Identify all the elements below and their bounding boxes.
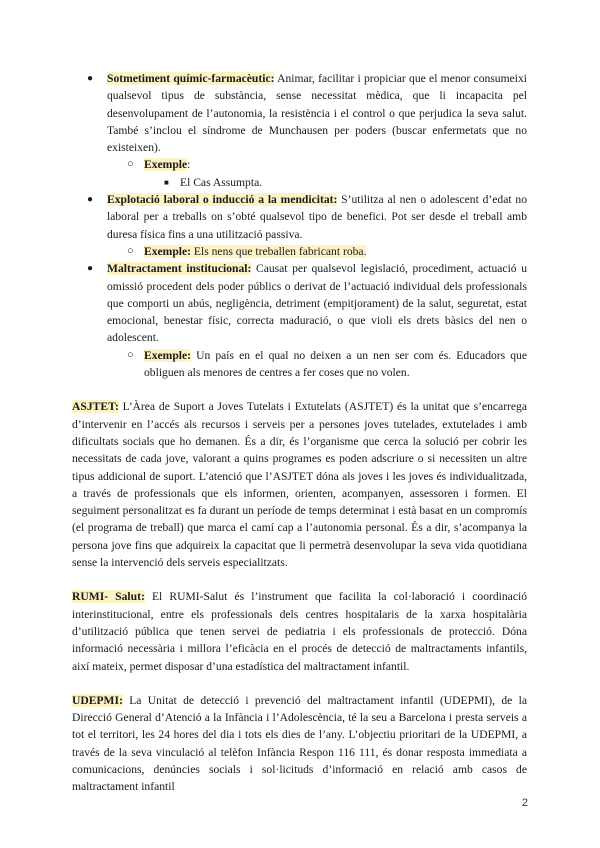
circle-bullet-icon: ○ bbox=[127, 158, 134, 171]
sub-item-text: El Cas Assumpta. bbox=[180, 175, 263, 189]
definition: Animar, facilitar i propiciar que el menor consumeixi qualsevol tipus de substància, sense necessitat mèdica, que li incapacita pel desenvolupament de l’autonomia, la resistència i el control o que perjudica la seva salut. També s’inclou el síndrome de Munchausen per poders (buscar enfermetats que no existeixen). bbox=[107, 72, 527, 155]
circle-bullet-icon: ○ bbox=[127, 244, 134, 257]
circle-bullet-icon: ○ bbox=[127, 348, 134, 361]
definition: Causat per qualsevol legislació, procediment, actuació u omissió procedent dels poder públics o derivat de l’actuació individual dels professionals que comporti un abús, negligència, detriment (empitjorament) de la salut, seguretat, estat emocional, benestar físic, correcta maduració, o que violi els drets bàsics del nen o adolescent. bbox=[107, 262, 528, 345]
bullet-icon: ● bbox=[87, 73, 94, 84]
list-item bbox=[72, 260, 527, 346]
page-number: 2 bbox=[521, 797, 528, 809]
square-bullet-icon: ■ bbox=[164, 177, 169, 187]
list-item bbox=[72, 70, 527, 156]
term: Maltractament institucional: bbox=[107, 262, 252, 276]
section-text: La Unitat de detecció i prevenció del maltractament infantil (UDEPMI), de la Direcció General d’Atenció a la Infància i l’Adolescència, té la seu a Barcelona i presta serveis a tot el territori, les 24 hores del dia i tots els dies de l’any. L’objectiu prioritari de la UDEPMI, a través de la seva vinculació al telèfon Infància Respon 116 111, és donar resposta immediata a comunicacions, denúncies socials i sol·licituds d’informació en relació amb casos de maltractament infantil bbox=[72, 693, 527, 794]
list-item bbox=[72, 243, 527, 260]
term: Explotació laboral o inducció a la mendicitat: bbox=[107, 193, 338, 207]
example-label: Exemple bbox=[144, 158, 188, 172]
bullet-icon: ● bbox=[87, 194, 94, 206]
list-item bbox=[72, 191, 527, 243]
example-label: Exemple: bbox=[144, 244, 192, 258]
definition: S’utilitza al nen o adolescent d’edat no laboral per a treballs on s’obté qualsevol tipo de benefici. Pot ser desde el treball amb duresa física fins a una utilització passiva. bbox=[107, 193, 527, 241]
page-content bbox=[72, 70, 527, 796]
section-text: L’Àrea de Suport a Joves Tutelats i Extutelats (ASJTET) és la unitat que s’encarrega d’intervenir en l’accés als recursos i serveis per a persones joves tutelades, extutelades i amb dificultats socials que ho demanen. És a dir, és l’organisme que cerca la solució per cobrir les necessitats de cada jove, valorant a quins programes es poden adscriure o si necessiten un altre tipus addicional de suport. L’atenció que l’ASJTET dóna als joves i les joves és individualitzada, a través de professionals que els informen, orienten, acompanyen, assessoren i formen. El seguiment personalitzat es fa durant un període de temps determinat i està basat en un compromís (el programa de treball) que marca el camí cap a l’autonomia personal. És a dir, s’acompanya la persona jove fins que adquireix la capacitat que li permetrà desenvolupar la seva vida quotidiana sense la intervenció dels serveis especialitzats. bbox=[72, 400, 527, 570]
section-paragraph bbox=[72, 692, 527, 796]
section-text: El RUMI-Salut és l’instrument que facilita la col·laboració i coordinació interinstitucional, entre els professionals dels centres hospitalaris de la xarxa hospitalària d’utilització pública que tenen servei de pediatria i els professionals de protecció. Dóna informació necessària i millora l’eficàcia en el procés de detecció de maltractaments infantils, així mateix, permet disposar d’una estadística del maltractament infantil. bbox=[72, 590, 527, 673]
section-term: UDEPMI: bbox=[72, 693, 123, 707]
example-text: Un país en el qual no deixen a un nen ser com és. Educadors que obliguen als menores de centres a fer coses que no volen. bbox=[144, 348, 527, 380]
list-item bbox=[72, 174, 527, 191]
term: Sotmetiment químic-farmacèutic: bbox=[107, 72, 275, 85]
list-item bbox=[72, 347, 527, 382]
section-paragraph bbox=[72, 588, 527, 674]
bullet-icon: ● bbox=[87, 263, 94, 275]
section-term: RUMI- Salut: bbox=[72, 590, 145, 604]
bullet-list bbox=[72, 70, 527, 381]
section-paragraph bbox=[72, 398, 527, 571]
example-text: Els nens que treballen fabricant roba. bbox=[191, 244, 367, 258]
example-text: : bbox=[187, 158, 191, 172]
list-item bbox=[72, 156, 527, 173]
example-label: Exemple: bbox=[144, 348, 192, 362]
section-term: ASJTET: bbox=[72, 400, 119, 414]
